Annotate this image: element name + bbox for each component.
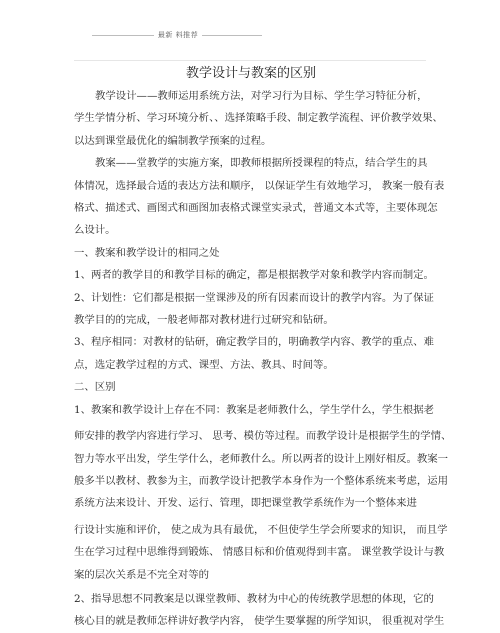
- paragraph-line: 教案——堂教学的实施方案，即教师根据所授课程的特点，结合学生的具: [95, 157, 428, 170]
- paragraph-line: 生在学习过程中思维得到锻炼、 情感目标和价值观得到丰富。 课堂教学设计与教: [74, 546, 445, 559]
- paragraph-line: 3、程序相同：对教材的钻研，确定教学目的，明确教学内容、教学的重点、难: [74, 336, 434, 349]
- paragraph-line: 体情况，选择最合适的表达方法和顺序， 以保证学生有效地学习， 教案一般有表: [74, 179, 445, 192]
- paragraph-line: 教学目的的完成，一般老师都对教材进行过研究和钻研。: [74, 314, 334, 327]
- paragraph-line: 行设计实施和评价， 使之成为具有最优， 不但使学生学会所要求的知识， 而且学: [74, 523, 448, 536]
- section-heading: 一、教案和教学设计的相同之处: [74, 246, 220, 259]
- document-title: 教学设计与教案的区别: [185, 66, 316, 81]
- paragraph-line: 般多半以教材、教参为主，而教学设计把教学本身作为一个整体系统来考虑，运用: [74, 474, 449, 487]
- header-label: 最新 料推荐: [157, 31, 199, 39]
- header-divider-left: [92, 35, 154, 36]
- paragraph-line: 案的层次关系是不完全对等的: [74, 568, 210, 581]
- paragraph-line: 系统方法来设计、开发、运行、管理，即把课堂教学系统作为一个整体来进: [74, 497, 417, 510]
- document-body: [74, 64, 452, 633]
- header-divider-right: [202, 35, 262, 36]
- paragraph-line: 1、两者的教学目的和教学目标的确定，都是根据教学对象和教学内容而制定。: [74, 269, 434, 282]
- page-header: [0, 28, 500, 42]
- paragraph-line: 智力等水平出发，学生学什么，老师教什么。所以两者的设计上刚好相反。教案一: [74, 452, 449, 465]
- paragraph-line: 1、教案和教学设计上存在不同：教案是老师教什么，学生学什么，学生根据老: [74, 403, 434, 416]
- paragraph-line: 教学设计——教师运用系统方法，对学习行为目标、学生学习特征分析，: [95, 90, 428, 102]
- paragraph-line: 核心目的就是教师怎样讲好教学内容， 使学生要掌握的所学知识， 很重视对学生: [74, 615, 445, 628]
- paragraph-line: 格式、描述式、画图式和画图加表格式课堂实录式，普通文本式等，主要体现怎: [74, 202, 438, 215]
- paragraph-line: 师安排的教学内容进行学习、 思考、模仿等过程。而教学设计是根据学生的学情、: [74, 430, 452, 443]
- section-heading: 二、区别: [74, 381, 116, 394]
- paragraph-line: 学生学情分析、学习环境分析、、选择策略手段、制定教学流程、评价教学效果、: [74, 112, 443, 125]
- paragraph-line: 2、计划性：它们都是根据一堂课涉及的所有因素而设计的教学内容。为了保证: [74, 291, 434, 304]
- paragraph-line: 点，选定教学过程的方式、课型、方法、教具、时间等。: [74, 358, 334, 371]
- paragraph-line: 2、指导思想不同教案是以课堂教师、教材为中心的传统教学思想的体现，它的: [74, 592, 434, 605]
- paragraph-line: 以达到课堂最优化的编制教学预案的过程。: [74, 134, 272, 147]
- page-top-rule: [74, 60, 426, 61]
- paragraph-line: 么设计。: [74, 224, 116, 237]
